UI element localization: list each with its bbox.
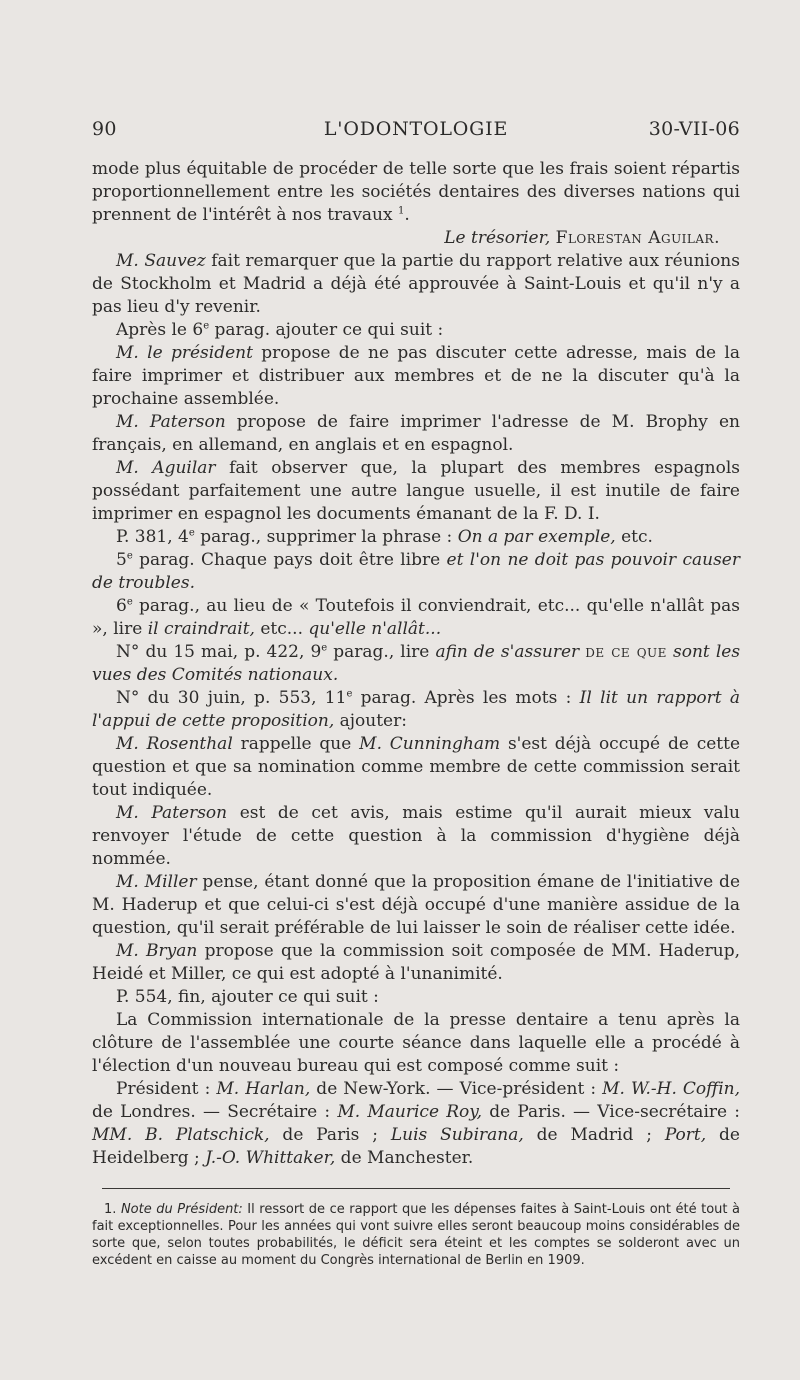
paragraph	[92, 549, 740, 595]
body-text	[92, 158, 740, 1170]
superscript: e	[126, 596, 133, 608]
text-span: 1.	[104, 1202, 121, 1217]
superscript: e	[321, 642, 328, 654]
text-span: de Paris ;	[269, 1125, 391, 1145]
small-caps-span: de ce que	[585, 642, 667, 662]
footnote-text	[92, 1201, 740, 1269]
paragraph	[92, 871, 740, 940]
superscript: e	[188, 527, 195, 539]
text-span: de Londres. — Secrétaire :	[92, 1102, 338, 1122]
italic-span: M. Paterson	[116, 412, 226, 432]
paragraph	[92, 342, 740, 411]
paragraph	[92, 411, 740, 457]
text-span: P. 381, 4	[116, 527, 189, 547]
paragraph	[92, 595, 740, 641]
italic-span: qu'elle n'allât...	[308, 619, 442, 639]
text-span: fait observer que, la plupart des membres espagnols possédant parfaitement une autre langue usuelle, il est inutile de faire imprimer en espagnol les documents émanant de la F. D. I.	[92, 458, 740, 524]
text-span: N° du 30 juin, p. 553, 11	[116, 688, 347, 708]
italic-span: Il lit un rapport à l'appui de cette proposition,	[92, 688, 740, 731]
text-span: pense, étant donné que la proposition émane de l'initiative de M. Haderup et que celui-ci s'est déjà occupé d'une manière assidue de la question, qu'il serait préférable de lui laisser le soin de réaliser cette idée.	[92, 872, 741, 938]
paragraph	[92, 158, 740, 227]
italic-span: il craindrait,	[147, 619, 255, 639]
paragraph	[92, 641, 740, 687]
paragraph	[92, 457, 740, 526]
text-span: Après le 6	[116, 320, 204, 340]
italic-span: Note du Président:	[120, 1202, 243, 1217]
italic-span: M. W.-H. Coffin,	[602, 1079, 741, 1099]
running-title: L'ODONTOLOGIE	[323, 118, 509, 140]
text-span: rappelle que	[232, 734, 360, 754]
text-span: Il ressort de ce rapport que les dépenses faites à Saint-Louis ont été tout à fait exceptionnelles. Pour les années qui vont suivre elles seront beaucoup moins considérables de sorte que, selon toutes probabilités, le déficit sera éteint et les comptes se solderont avec un excédent en caisse au moment du Congrès international de Berlin en 1909.	[92, 1202, 740, 1268]
page-number: 90	[92, 118, 117, 140]
italic-span: M. Sauvez	[116, 251, 206, 271]
italic-span: M. Maurice Roy,	[337, 1102, 482, 1122]
italic-span: M. le président	[116, 343, 253, 363]
text-span: parag., supprimer la phrase :	[194, 527, 458, 547]
italic-span: M. Paterson	[116, 803, 228, 823]
italic-span: sont les vues des Comités nationaux.	[92, 642, 741, 685]
footnote-divider	[102, 1188, 730, 1189]
text-span: de Manchester.	[335, 1148, 474, 1168]
italic-span: Luis Subirana,	[390, 1125, 524, 1145]
text-span: fait remarquer que la partie du rapport relative aux réunions de Stockholm et Madrid a déjà été approuvée à Saint-Louis et qu'il n'y a pas lieu d'y revenir.	[92, 251, 740, 317]
text-span: propose de faire imprimer l'adresse de M. Brophy en français, en allemand, en anglais et en espagnol.	[92, 412, 741, 455]
superscript: e	[346, 688, 353, 700]
text-span: P. 554, fin, ajouter ce qui suit :	[116, 987, 379, 1007]
issue-date: 30-VII-06	[648, 118, 740, 140]
italic-span: M. Aguilar	[116, 458, 216, 478]
text-span: La Commission internationale de la presse dentaire a tenu après la clôture de l'assemblée une courte séance dans laquelle elle a procédé à l'élection d'un nouveau bureau qui est composé comme suit :	[92, 1010, 740, 1076]
text-span: propose que la commission soit composée de MM. Haderup, Heidé et Miller, ce qui est adopté à l'unanimité.	[92, 941, 740, 984]
text-span: propose de ne pas discuter cette adresse, mais de la faire imprimer et distribuer aux membres et de ne la discuter qu'à la prochaine assemblée.	[92, 343, 740, 409]
italic-span: et l'on ne doit pas pouvoir causer de troubles.	[92, 550, 740, 593]
text-span: de Madrid ;	[523, 1125, 665, 1145]
text-span: parag., lire	[327, 642, 436, 662]
superscript: e	[203, 320, 210, 332]
text-span: parag. ajouter ce qui suit :	[209, 320, 444, 340]
small-caps-span: Florestan Aguilar.	[555, 228, 720, 248]
superscript: 1	[398, 205, 405, 217]
italic-span: MM. B. Platschick,	[92, 1125, 270, 1145]
paragraph	[92, 940, 740, 986]
italic-span: M. Cunningham	[359, 734, 501, 754]
italic-span: Le trésorier,	[444, 228, 551, 248]
footnote	[92, 1201, 740, 1269]
paragraph	[92, 1078, 740, 1170]
italic-span: J.-O. Whittaker,	[205, 1148, 336, 1168]
text-span: 5	[116, 550, 127, 570]
paragraph	[92, 319, 740, 342]
text-span: etc...	[254, 619, 309, 639]
italic-span: M. Harlan,	[216, 1079, 311, 1099]
text-span: N° du 15 mai, p. 422, 9	[116, 642, 322, 662]
text-span: Président :	[116, 1079, 217, 1099]
text-span: de Heidelberg ;	[92, 1125, 740, 1168]
text-span: 6	[116, 596, 127, 616]
italic-span: On a par exemple,	[457, 527, 616, 547]
paragraph	[92, 526, 740, 549]
paragraph	[92, 986, 740, 1009]
paragraph	[92, 1009, 740, 1078]
text-span: parag., au lieu de « Toutefois il conviendrait, etc... qu'elle n'allât pas », lire	[92, 596, 740, 639]
text-span: est de cet avis, mais estime qu'il aurait mieux valu renvoyer l'étude de cette question à la commission d'hygiène déjà nommée.	[92, 803, 740, 869]
italic-span: M. Miller	[116, 872, 197, 892]
text-span: mode plus équitable de procéder de telle sorte que les frais soient répartis proportionnellement entre les sociétés dentaires des diverses nations qui prennent de l'intérêt à nos travaux	[92, 159, 740, 225]
paragraph	[92, 250, 740, 319]
italic-span: afin de s'assurer	[435, 642, 580, 662]
text-span: s'est déjà occupé de cette question et que sa nomination comme membre de cette commission serait tout indiquée.	[92, 734, 741, 800]
page-header	[92, 118, 740, 152]
text-span: de Paris. — Vice-secrétaire :	[482, 1102, 740, 1122]
text-span: etc.	[615, 527, 653, 547]
italic-span: M. Rosenthal	[116, 734, 233, 754]
paragraph	[92, 687, 740, 733]
text-span: .	[404, 205, 410, 225]
italic-span: Port,	[664, 1125, 707, 1145]
signature-line	[92, 227, 740, 250]
italic-span: M. Bryan	[116, 941, 198, 961]
text-span: ajouter:	[334, 711, 407, 731]
paragraph	[92, 733, 740, 802]
text-span: parag. Chaque pays doit être libre	[132, 550, 447, 570]
paragraph	[92, 802, 740, 871]
text-span: de New-York. — Vice-président :	[310, 1079, 603, 1099]
text-span: parag. Après les mots :	[352, 688, 580, 708]
superscript: e	[126, 550, 133, 562]
